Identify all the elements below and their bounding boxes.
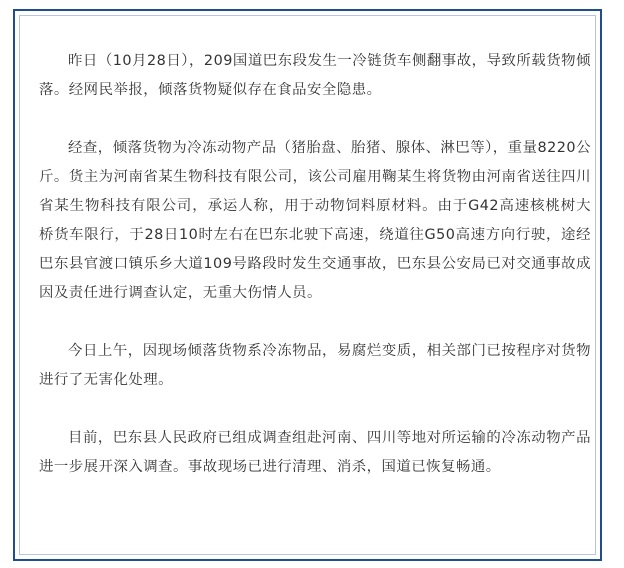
paragraph-investigation-details: 经查，倾落货物为冷冻动物产品（猪胎盘、胎猪、腺体、淋巴等），重量8220公斤。货主为河南省某生物科技有限公司，该公司雇用鞠某生将货物由河南省送往四川省某生物科技有限公司，承运人称，用于动物饲料原材料。由于G42高速核桃树大桥货车限行，于28日10时左右在巴东北驶下高速，绕道往G50高速方向行驶，途经巴东县官渡口镇乐乡大道109号路段时发生交通事故，巴东县公安局已对交通事故成因及责任进行调查认定，无重大伤情人员。 [39, 140, 591, 301]
article-body [39, 47, 591, 482]
paragraph-accident-summary: 昨日（10月28日），209国道巴东段发生一冷链货车侧翻事故，导致所载货物倾落。经网民举报，倾落货物疑似存在食品安全隐患。 [39, 53, 591, 98]
paragraph-current-status: 目前，巴东县人民政府已组成调查组赴河南、四川等地对所运输的冷冻动物产品进一步展开深入调查。事故现场已进行清理、消杀，国道已恢复畅通。 [39, 430, 591, 475]
paragraph-disposal: 今日上午，因现场倾落货物系冷冻物品，易腐烂变质，相关部门已按程序对货物进行了无害化处理。 [39, 343, 591, 388]
article-frame [13, 9, 602, 561]
